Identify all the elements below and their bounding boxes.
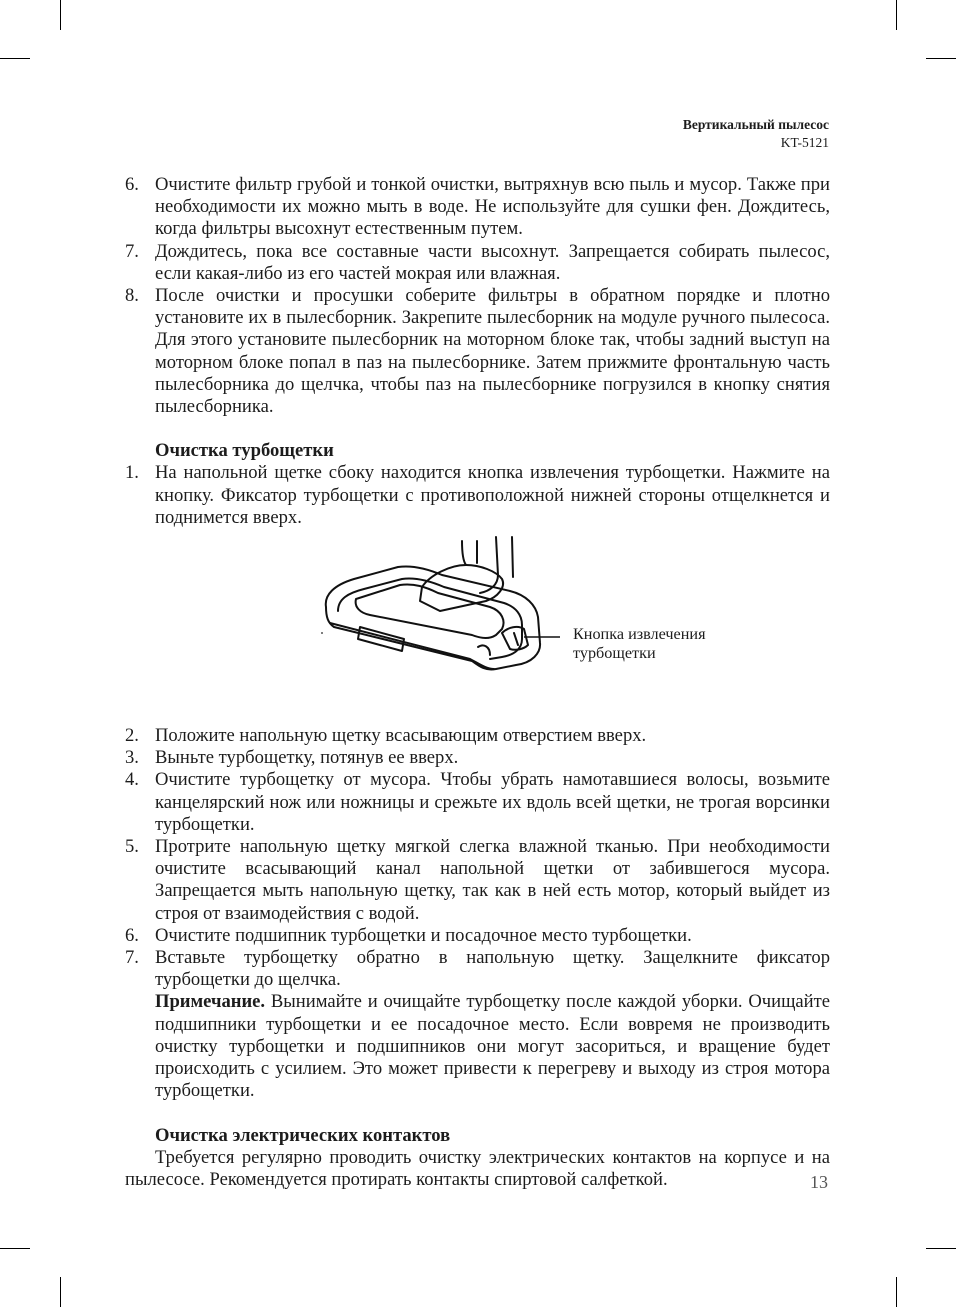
list-item [125,925,830,947]
running-header [683,116,829,152]
crop-mark [896,0,897,30]
item-number: 7. [125,240,139,262]
model-number: KT-5121 [780,135,829,150]
item-number: 7. [125,947,139,969]
item-text: Дождитесь, пока все составные части высохнут. Запрещается собирать пылесос, если какая-либо из его частей мокрая или влажная. [155,240,830,284]
section-heading-contacts: Очистка электрических контактов [155,1124,451,1146]
list-item [125,174,830,241]
floor-brush-illustration [320,535,560,685]
item-text: После очистки и просушки соберите фильтры в обратном порядке и плотно установите их в пылесборник. Закрепите пылесборник на модуле ручного пылесоса. Для этого установите пылесборник на моторном блоке так, чтобы задний выступ на моторном блоке попал в паз на пылесборнике. Затем прижмите фронтальную часть пылесборника до щелчка, чтобы паз на пылесборнике погрузился в кнопку снятия пылесборника. [155,285,830,418]
item-number: 8. [125,285,139,307]
list-item [125,947,830,991]
list-item [125,462,830,529]
caption-line: Кнопка извлечения [573,625,706,644]
page-content [125,174,830,1191]
list-item [125,725,830,747]
item-number: 6. [125,174,139,195]
item-text: Очистите подшипник турбощетки и посадочное место турбощетки. [155,924,692,946]
floor-brush-figure [125,529,830,725]
crop-mark [896,1277,897,1307]
item-number: 2. [125,725,139,747]
item-number: 5. [125,836,139,858]
page-number: 13 [810,1172,828,1192]
item-number: 6. [125,924,139,946]
crop-mark [0,1248,30,1249]
crop-mark [0,58,30,59]
item-text: Очистите фильтр грубой и тонкой очистки, вытряхнув всю пыль и мусор. Также при необходимости их можно мыть в воде. Не используйте для сушки фен. Дождитесь, когда фильтры высохнут естественным путем. [155,174,830,240]
item-text: Вставьте турбощетку обратно в напольную щетку. Защелкните фиксатор турбощетки до щелчка. [155,947,830,991]
note-label: Примечание. [155,991,266,1013]
item-text: Очистите турбощетку от мусора. Чтобы убрать намотавшиеся волосы, возьмите канцелярский нож или ножницы и срежьте их вдоль всей щетки, не трогая ворсинки турбощетки. [155,769,830,835]
body-paragraph: Требуется регулярно проводить очистку электрических контактов на корпусе и на пылесосе. Рекомендуется протирать контакты спиртовой салфеткой. [125,1146,830,1190]
crop-mark [60,1277,61,1307]
item-number: 3. [125,747,139,769]
item-text: Выньте турбощетку, потянув ее вверх. [155,747,459,769]
list-item [125,285,830,418]
crop-mark [60,0,61,30]
product-title: Вертикальный пылесос [682,117,829,132]
caption-line: турбощетки [573,644,656,663]
list-item [125,747,830,769]
crop-mark [926,58,956,59]
figure-caption [573,625,706,663]
crop-mark [926,1248,956,1249]
note-paragraph [125,991,830,1102]
item-number: 1. [125,462,139,484]
note-text: Вынимайте и очищайте турбощетку после каждой уборки. Очищайте подшипники турбощетки и ее посадочное место. Если вовремя не производить очистку турбощетки и подшипников они могут засориться, и вращение будет происходить с усилием. Это может привести к перегреву и выходу из строя мотора турбощетки. [155,991,830,1102]
section-heading-turbobrush: Очистка турбощетки [155,440,334,462]
item-text: На напольной щетке сбоку находится кнопка извлечения турбощетки. Нажмите на кнопку. Фиксатор турбощетки с противоположной нижней стороны отщелкнется и поднимется вверх. [155,462,830,528]
list-item [125,241,830,285]
item-number: 4. [125,769,139,791]
item-text: Положите напольную щетку всасывающим отверстием вверх. [155,725,647,747]
item-text: Протрите напольную щетку мягкой слегка влажной тканью. При необходимости очистите всасывающий канал напольной щетки от забившегося мусора. Запрещается мыть напольную щетку, так как в ней есть мотор, который выйдет из строя от взаимодействия с водой. [155,836,830,924]
list-item [125,836,830,925]
list-item [125,769,830,836]
